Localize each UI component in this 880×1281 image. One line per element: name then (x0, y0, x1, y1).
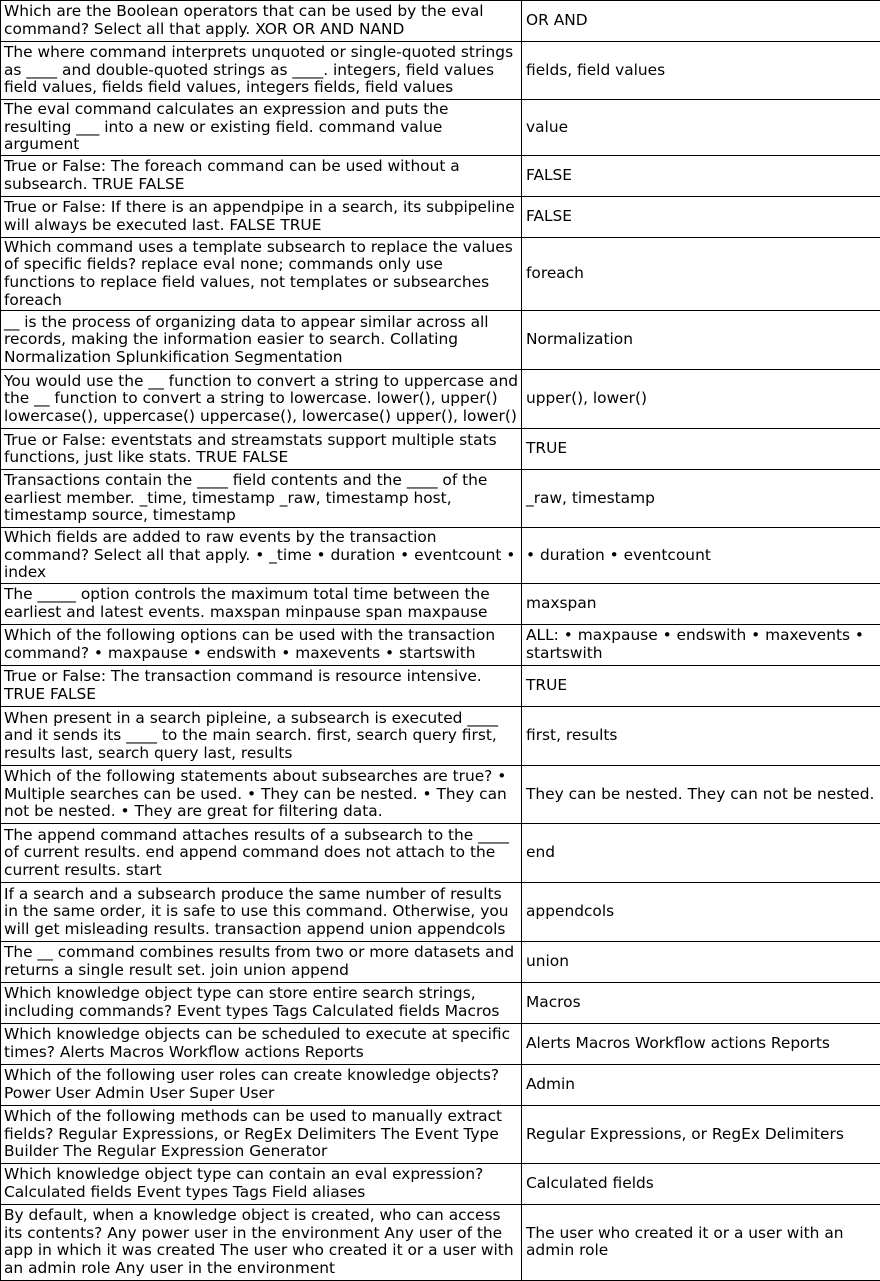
table-row (1, 1163, 880, 1204)
table-row (1, 237, 880, 310)
answer-cell: Admin (522, 1064, 880, 1105)
table-row (1, 1105, 880, 1163)
question-cell: Which of the following user roles can create knowledge objects? Power User Admin User Super User (1, 1064, 522, 1105)
qa-table-body (1, 1, 880, 1281)
question-cell: Which knowledge object type can contain an eval expression? Calculated fields Event types Tags Field aliases (1, 1163, 522, 1204)
answer-cell: Regular Expressions, or RegEx Delimiters (522, 1105, 880, 1163)
answer-cell: Macros (522, 982, 880, 1023)
answer-cell: • duration • eventcount (522, 528, 880, 584)
answer-cell: TRUE (522, 665, 880, 706)
question-cell: Which knowledge objects can be scheduled to execute at specific times? Alerts Macros Workflow actions Reports (1, 1023, 522, 1064)
table-row (1, 429, 880, 470)
question-cell: The append command attaches results of a subsearch to the ____ of current results. end append command does not attach to the current results. start (1, 823, 522, 882)
question-cell: Which are the Boolean operators that can be used by the eval command? Select all that apply. XOR OR AND NAND (1, 1, 522, 42)
table-row (1, 706, 880, 765)
question-cell: The _____ option controls the maximum total time between the earliest and latest events. maxspan minpause span maxpause (1, 583, 522, 624)
answer-cell: upper(), lower() (522, 370, 880, 429)
answer-cell: Alerts Macros Workflow actions Reports (522, 1023, 880, 1064)
question-cell: Which of the following options can be used with the transaction command? • maxpause • endswith • maxevents • startswith (1, 624, 522, 665)
answer-cell: end (522, 823, 880, 882)
question-cell: Which of the following statements about subsearches are true? • Multiple searches can be used. • They can be nested. • They can not be nested. • They are great for filtering data. (1, 765, 522, 823)
answer-cell: FALSE (522, 196, 880, 237)
question-cell: True or False: If there is an appendpipe in a search, its subpipeline will always be executed last. FALSE TRUE (1, 196, 522, 237)
answer-cell: ALL: • maxpause • endswith • maxevents • startswith (522, 624, 880, 665)
table-row (1, 1, 880, 42)
table-row (1, 624, 880, 665)
answer-cell: OR AND (522, 1, 880, 42)
table-row (1, 941, 880, 982)
answer-cell: The user who created it or a user with an admin role (522, 1204, 880, 1280)
question-cell: If a search and a subsearch produce the same number of results in the same order, it is safe to use this command. Otherwise, you will get misleading results. transaction append union appendcols (1, 882, 522, 941)
answer-cell: _raw, timestamp (522, 470, 880, 528)
table-row (1, 823, 880, 882)
question-cell: Which knowledge object type can store entire search strings, including commands? Event types Tags Calculated fields Macros (1, 982, 522, 1023)
question-cell: The __ command combines results from two or more datasets and returns a single result set. join union append (1, 941, 522, 982)
answer-cell: first, results (522, 706, 880, 765)
answer-cell: foreach (522, 237, 880, 310)
table-row (1, 1064, 880, 1105)
table-row (1, 982, 880, 1023)
table-row (1, 528, 880, 584)
answer-cell: FALSE (522, 155, 880, 196)
table-row (1, 665, 880, 706)
answer-cell: fields, field values (522, 42, 880, 100)
answer-cell: value (522, 100, 880, 156)
question-cell: Which command uses a template subsearch to replace the values of specific fields? replace eval none; commands only use functions to replace field values, not templates or subsearches foreach (1, 237, 522, 310)
table-row (1, 196, 880, 237)
question-cell: True or False: The foreach command can be used without a subsearch. TRUE FALSE (1, 155, 522, 196)
answer-cell: union (522, 941, 880, 982)
question-cell: True or False: The transaction command is resource intensive. TRUE FALSE (1, 665, 522, 706)
table-row (1, 155, 880, 196)
question-cell: The eval command calculates an expression and puts the resulting ___ into a new or existing field. command value argument (1, 100, 522, 156)
question-cell: Transactions contain the ____ field contents and the ____ of the earliest member. _time, timestamp _raw, timestamp host, timestamp source, timestamp (1, 470, 522, 528)
table-row (1, 42, 880, 100)
table-row (1, 882, 880, 941)
table-row (1, 311, 880, 370)
question-cell: You would use the __ function to convert a string to uppercase and the __ function to convert a string to lowercase. lower(), upper() lowercase(), uppercase() uppercase(), lowercase() upper(), lower() (1, 370, 522, 429)
question-cell: Which of the following methods can be used to manually extract fields? Regular Expressions, or RegEx Delimiters The Event Type Builder The Regular Expression Generator (1, 1105, 522, 1163)
answer-cell: TRUE (522, 429, 880, 470)
answer-cell: Calculated fields (522, 1163, 880, 1204)
question-cell: __ is the process of organizing data to appear similar across all records, making the information easier to search. Collating Normalization Splunkification Segmentation (1, 311, 522, 370)
answer-cell: They can be nested. They can not be nested. (522, 765, 880, 823)
question-cell: The where command interprets unquoted or single-quoted strings as ____ and double-quoted strings as ____. integers, field values field values, fields field values, integers fields, field values (1, 42, 522, 100)
answer-cell: Normalization (522, 311, 880, 370)
question-cell: By default, when a knowledge object is created, who can access its contents? Any power user in the environment Any user of the app in which it was created The user who created it or a user with an admin role Any user in the environment (1, 1204, 522, 1280)
question-cell: True or False: eventstats and streamstats support multiple stats functions, just like stats. TRUE FALSE (1, 429, 522, 470)
table-row (1, 1023, 880, 1064)
table-row (1, 470, 880, 528)
table-row (1, 1204, 880, 1280)
table-row (1, 765, 880, 823)
question-cell: Which fields are added to raw events by the transaction command? Select all that apply. • _time • duration • eventcount • index (1, 528, 522, 584)
question-cell: When present in a search pipleine, a subsearch is executed ____ and it sends its ____ to the main search. first, search query first, results last, search query last, results (1, 706, 522, 765)
table-row (1, 100, 880, 156)
table-row (1, 370, 880, 429)
answer-cell: maxspan (522, 583, 880, 624)
answer-cell: appendcols (522, 882, 880, 941)
table-row (1, 583, 880, 624)
